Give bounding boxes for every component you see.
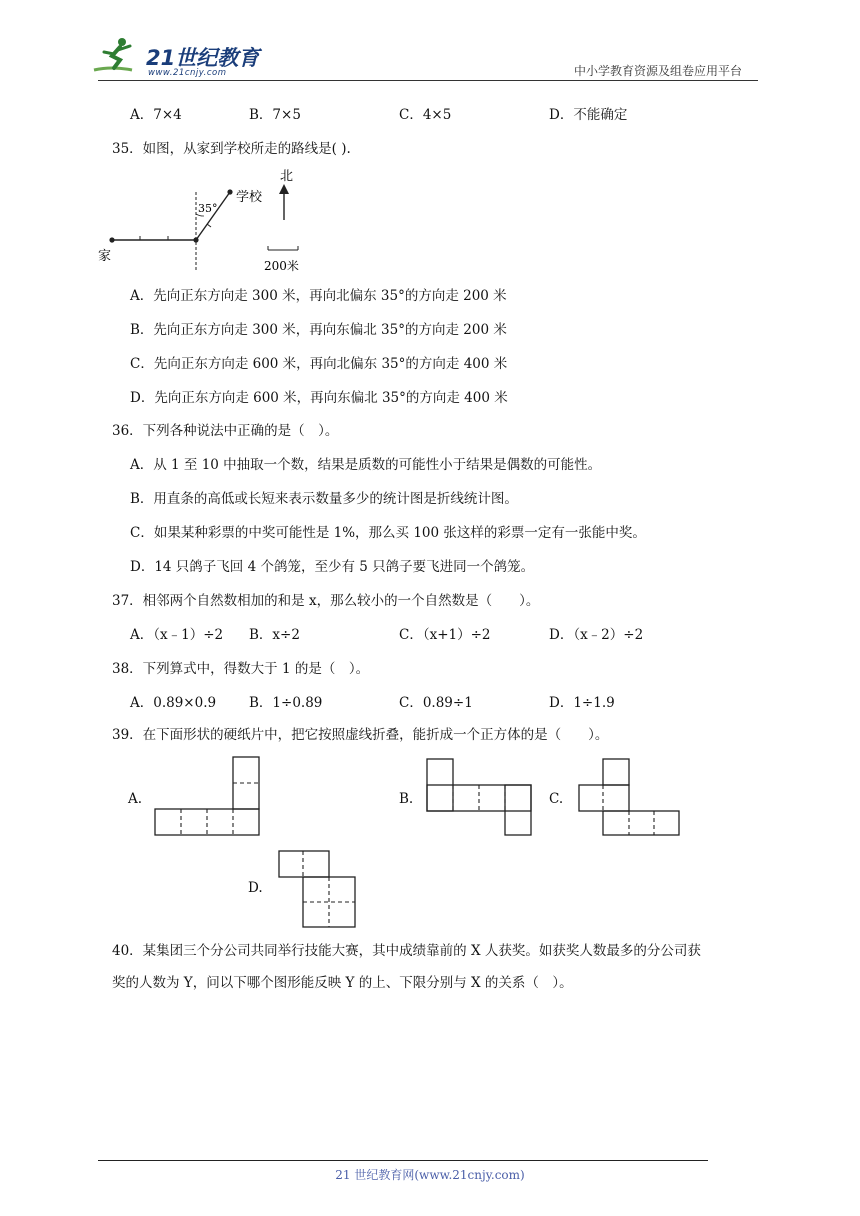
footer-divider	[98, 1160, 708, 1161]
q38-option-d: D．1÷1.9	[549, 695, 615, 711]
q35-option-b: B．先向正东方向走 300 米，再向东偏北 35°的方向走 200 米	[130, 322, 507, 338]
q39-label-c: C.	[549, 791, 564, 807]
q39-net-d	[274, 846, 360, 930]
q40-line-2: 奖的人数为 Y，问以下哪个图形能反映 Y 的上、下限分别与 X 的关系（ ）。	[112, 975, 573, 991]
platform-name: 中小学教育资源及组卷应用平台	[574, 64, 743, 78]
q35-scale-label: 200米	[264, 259, 299, 273]
logo-url: www.21cnjy.com	[148, 68, 227, 78]
q39-label-d: D.	[248, 880, 263, 896]
q37-option-b: B．x÷2	[249, 627, 300, 643]
q35-route-figure	[96, 164, 316, 276]
q34-option-a: A．7×4	[130, 107, 182, 123]
q35-angle-label: 35°	[198, 202, 218, 215]
q36-option-a: A．从 1 至 10 中抽取一个数，结果是质数的可能性小于结果是偶数的可能性。	[130, 457, 602, 473]
q39-net-c	[574, 754, 686, 838]
q39-label-a: A.	[128, 791, 143, 807]
q36-option-b: B．用直条的高低或长短来表示数量多少的统计图是折线统计图。	[130, 491, 518, 507]
q36-stem: 36．下列各种说法中正确的是（ ）。	[112, 423, 339, 439]
footer-text: 21 世纪教育网(www.21cnjy.com)	[335, 1168, 525, 1182]
q37-stem: 37．相邻两个自然数相加的和是 x，那么较小的一个自然数是（ ）。	[112, 593, 540, 609]
logo-runner-icon	[92, 36, 148, 76]
q35-home-label: 家	[98, 249, 112, 264]
q38-option-b: B．1÷0.89	[249, 695, 323, 711]
q37-option-a: A．（x﹣1）÷2	[130, 627, 224, 643]
q34-option-c: C．4×5	[399, 107, 452, 123]
q37-option-c: C．（x+1）÷2	[399, 627, 491, 643]
q34-option-d: D．不能确定	[549, 107, 628, 123]
header-divider	[98, 80, 758, 81]
q38-stem: 38．下列算式中，得数大于 1 的是（ ）。	[112, 661, 370, 677]
logo-text: 21世纪教育	[146, 46, 260, 70]
q39-stem: 39．在下面形状的硬纸片中，把它按照虚线折叠，能折成一个正方体的是（ ）。	[112, 727, 609, 743]
q39-label-b: B.	[399, 791, 414, 807]
q35-option-c: C．先向正东方向走 600 米，再向北偏东 35°的方向走 400 米	[130, 356, 508, 372]
q34-option-b: B．7×5	[249, 107, 301, 123]
q38-option-c: C．0.89÷1	[399, 695, 473, 711]
q35-school-label: 学校	[236, 190, 263, 205]
q35-north-label: 北	[280, 169, 294, 184]
q35-option-d: D．先向正东方向走 600 米，再向东偏北 35°的方向走 400 米	[130, 390, 508, 406]
q36-option-d: D．14 只鸽子飞回 4 个鸽笼，至少有 5 只鸽子要飞进同一个鸽笼。	[130, 559, 535, 575]
q39-net-b	[422, 754, 534, 838]
q38-option-a: A．0.89×0.9	[130, 695, 217, 711]
q39-net-a	[150, 752, 264, 836]
q40-line-1: 40．某集团三个分公司共同举行技能大赛，其中成绩靠前的 X 人获奖。如获奖人数最多的分公司获	[112, 943, 701, 959]
q37-option-d: D．（x﹣2）÷2	[549, 627, 644, 643]
q36-option-c: C．如果某种彩票的中奖可能性是 1%，那么买 100 张这样的彩票一定有一张能中奖。	[130, 525, 646, 541]
q35-option-a: A．先向正东方向走 300 米，再向北偏东 35°的方向走 200 米	[130, 288, 507, 304]
header	[0, 0, 860, 80]
q35-stem: 35．如图，从家到学校所走的路线是( ).	[112, 141, 351, 157]
